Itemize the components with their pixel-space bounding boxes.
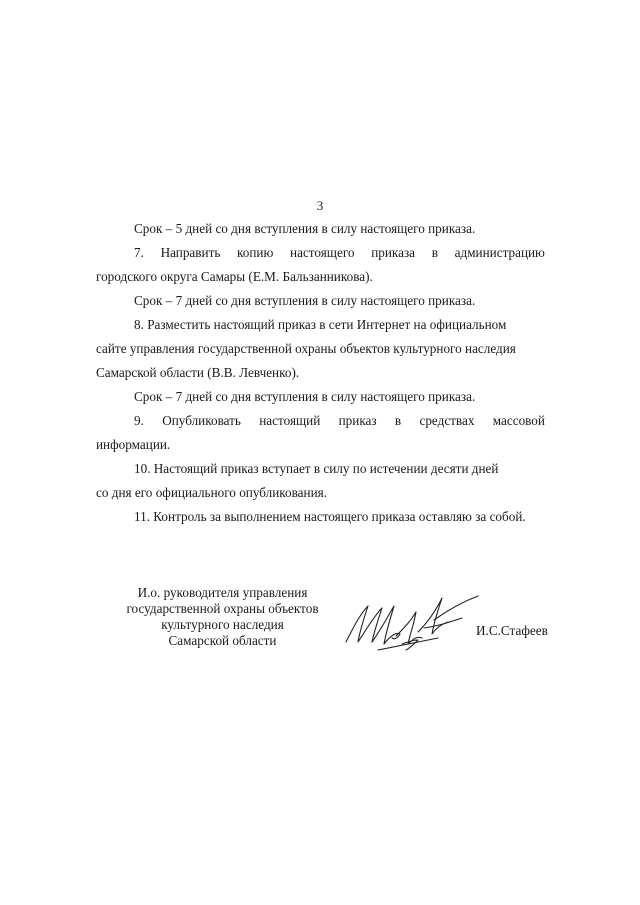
word: приказа — [371, 245, 416, 260]
signatory-title — [110, 585, 335, 649]
deadline-line-1: Срок – 5 дней со дня вступления в силу настоящего приказа. — [134, 221, 476, 236]
item-8-line-3: Самарской области (В.В. Левченко). — [96, 365, 300, 380]
item-7-line-2: городского округа Самары (Е.М. Бальзанникова). — [96, 269, 373, 284]
word: Опубликовать — [162, 413, 241, 428]
word: Направить — [160, 245, 221, 260]
signer-name: И.С.Стафеев — [476, 623, 548, 638]
item-10-line-2: со дня его официального опубликования. — [96, 485, 327, 500]
item-9-line-1 — [134, 413, 545, 429]
signatory-title-line: культурного наследия — [161, 617, 284, 632]
deadline-line-3: Срок – 7 дней со дня вступления в силу настоящего приказа. — [134, 389, 476, 404]
word: приказ — [338, 413, 377, 428]
page-number: 3 — [316, 198, 324, 213]
word: настоящий — [259, 413, 321, 428]
item-8-line-1: 8. Разместить настоящий приказ в сети Интернет на официальном — [134, 317, 507, 332]
signatory-title-line: И.о. руководителя управления — [137, 585, 308, 600]
word: массовой — [492, 413, 545, 428]
item-10-line-1: 10. Настоящий приказ вступает в силу по истечении десяти дней — [134, 461, 499, 476]
item-11-line-1: 11. Контроль за выполнением настоящего приказа оставляю за собой. — [134, 509, 526, 524]
word: 9. — [134, 413, 144, 428]
item-7-line-1 — [134, 245, 545, 261]
word: в — [394, 413, 402, 428]
signatory-title-line: государственной охраны объектов — [126, 601, 319, 616]
word: администрацию — [454, 245, 545, 260]
word: средствах — [419, 413, 475, 428]
item-8-line-2: сайте управления государственной охраны объектов культурного наследия — [96, 341, 516, 356]
word: копию — [237, 245, 274, 260]
item-9-line-2: информации. — [96, 437, 171, 452]
word: в — [431, 245, 438, 260]
word: 7. — [134, 245, 144, 260]
signatory-title-line: Самарской области — [168, 633, 277, 648]
handwritten-signature — [338, 592, 488, 654]
deadline-line-2: Срок – 7 дней со дня вступления в силу настоящего приказа. — [134, 293, 476, 308]
word: настоящего — [290, 245, 355, 260]
